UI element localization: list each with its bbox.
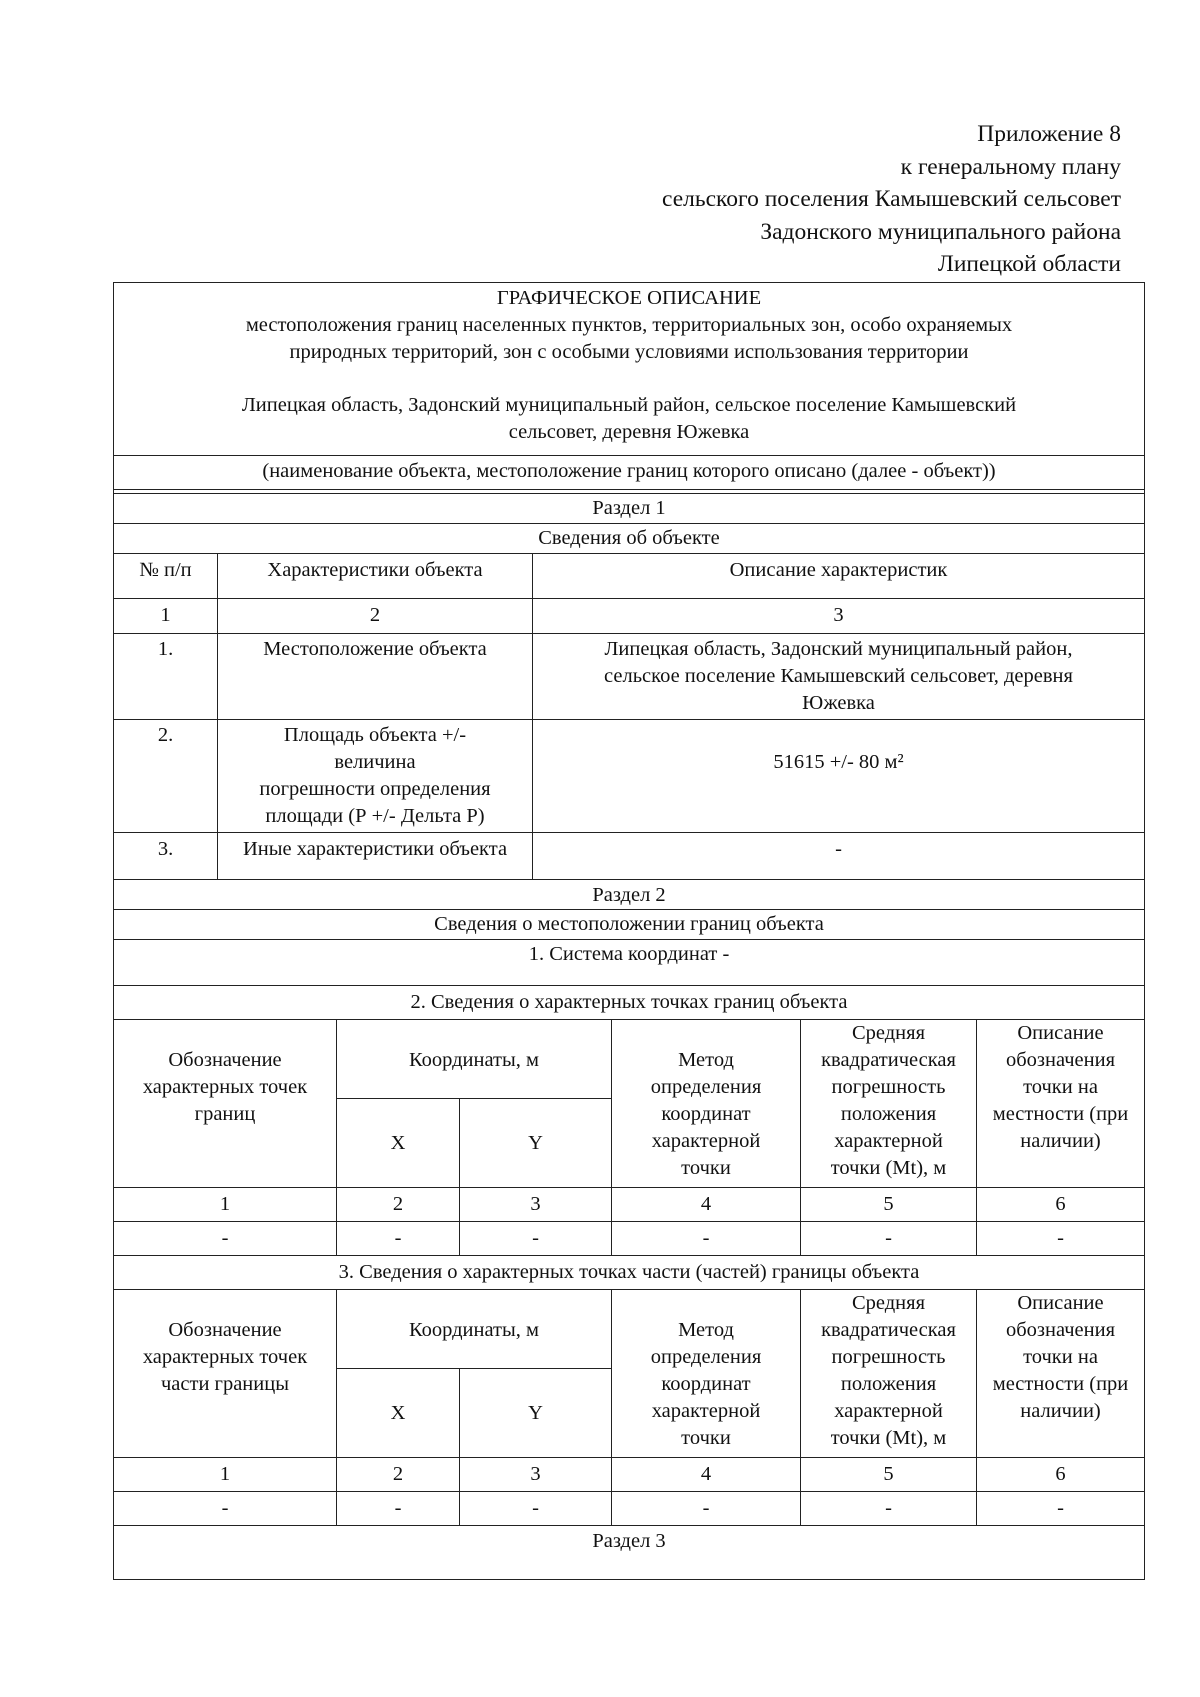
col-number: 1 (113, 1457, 337, 1492)
rmse-header-line: квадратическая (821, 1049, 956, 1071)
desc-header-line: наличии) (1020, 1130, 1101, 1152)
rmse-header-line: характерной (834, 1400, 943, 1422)
y-header: Y (459, 1098, 612, 1188)
method-header-line: точки (681, 1157, 731, 1179)
section3-title: Раздел 3 (113, 1525, 1145, 1580)
title-block (113, 282, 1145, 456)
method-header-line: координат (661, 1373, 751, 1395)
method-header-line: характерной (651, 1130, 761, 1152)
desc-header-line: обозначения (1005, 1319, 1116, 1341)
row-value (532, 633, 1145, 720)
designation-header-line: Обозначение (168, 1319, 282, 1341)
row-characteristic-line: погрешности определения (259, 778, 491, 800)
section1-title: Раздел 1 (113, 493, 1145, 524)
table-cell: - (800, 1221, 977, 1256)
row-value: - (532, 832, 1145, 880)
document-subtitle: местоположения границ населенных пунктов, территориальных зон, особо охраняемых (245, 314, 1013, 336)
y-header: Y (459, 1368, 612, 1458)
desc-header-line: точки на (1023, 1346, 1098, 1368)
desc-header-line: Описание (1017, 1022, 1104, 1044)
point-description-header (976, 1289, 1145, 1458)
row-characteristic-line: величина (334, 751, 416, 773)
table-cell: - (800, 1491, 977, 1526)
method-header-line: определения (650, 1076, 762, 1098)
rmse-header (800, 1289, 977, 1458)
desc-header-line: Описание (1017, 1292, 1104, 1314)
col-number: 5 (800, 1457, 977, 1492)
object-name: Липецкая область, Задонский муниципальный район, сельское поселение Камышевский (241, 394, 1017, 416)
coords-header: Координаты, м (336, 1289, 612, 1369)
row-num: 1. (113, 633, 218, 720)
desc-header-line: местности (при (992, 1103, 1129, 1125)
rmse-header-line: погрешность (831, 1076, 946, 1098)
row-num: 2. (113, 719, 218, 833)
col-header-num: № п/п (113, 553, 218, 599)
row-value-line: Липецкая область, Задонский муниципальный район, (604, 638, 1073, 660)
table-cell: - (336, 1221, 460, 1256)
table-cell: - (336, 1491, 460, 1526)
method-header-line: координат (661, 1103, 751, 1125)
designation-header-line: границ (194, 1103, 256, 1125)
method-header-line: Метод (678, 1319, 734, 1341)
table-cell: - (611, 1221, 801, 1256)
x-header: X (336, 1098, 460, 1188)
object-caption: (наименование объекта, местоположение границ которого описано (далее - объект)) (113, 455, 1145, 490)
rmse-header-line: характерной (834, 1130, 943, 1152)
row-value-line: сельское поселение Камышевский сельсовет, деревня (604, 665, 1073, 687)
row-characteristic-line: Площадь объекта +/- (283, 724, 467, 746)
rmse-header (800, 1019, 977, 1188)
document-subtitle: природных территорий, зон с особыми условиями использования территории (289, 341, 969, 363)
rmse-header-line: квадратическая (821, 1319, 956, 1341)
row-characteristic: Иные характеристики объекта (217, 832, 533, 880)
col-number: 5 (800, 1187, 977, 1222)
method-header-line: точки (681, 1427, 731, 1449)
object-name: сельсовет, деревня Южевка (508, 421, 750, 443)
coord-system: 1. Система координат - (113, 939, 1145, 986)
row-characteristic: Местоположение объекта (217, 633, 533, 720)
rmse-header-line: погрешность (831, 1346, 946, 1368)
designation-header-line: характерных точек (142, 1346, 308, 1368)
rmse-header-line: Средняя (851, 1022, 925, 1044)
col-number: 3 (532, 598, 1145, 634)
section2-subtitle: Сведения о местоположении границ объекта (113, 909, 1145, 940)
col-header-characteristic: Характеристики объекта (217, 553, 533, 599)
appendix-line: к генеральному плану (900, 153, 1121, 180)
rmse-header-line: положения (840, 1103, 937, 1125)
row-characteristic (217, 719, 533, 833)
col-number: 6 (976, 1187, 1145, 1222)
section1-subtitle: Сведения об объекте (113, 523, 1145, 554)
designation-header (113, 1019, 337, 1188)
part-points-title: 3. Сведения о характерных точках части (частей) границы объекта (113, 1255, 1145, 1290)
appendix-line: Приложение 8 (977, 121, 1121, 147)
rmse-header-line: точки (Mt), м (830, 1427, 947, 1449)
row-characteristic-line: площади (Р +/- Дельта Р) (265, 805, 485, 827)
desc-header-line: точки на (1023, 1076, 1098, 1098)
row-value: 51615 +/- 80 м² (532, 719, 1145, 833)
col-number: 3 (459, 1457, 612, 1492)
col-number: 1 (113, 598, 218, 634)
desc-header-line: местности (при (992, 1373, 1129, 1395)
appendix-line: Задонского муниципального района (760, 218, 1121, 245)
col-number: 1 (113, 1187, 337, 1222)
coords-header: Координаты, м (336, 1019, 612, 1099)
rmse-header-line: Средняя (851, 1292, 925, 1314)
col-number: 2 (336, 1457, 460, 1492)
document-title: ГРАФИЧЕСКОЕ ОПИСАНИЕ (496, 287, 762, 309)
section2-title: Раздел 2 (113, 879, 1145, 910)
col-number: 4 (611, 1187, 801, 1222)
points-title: 2. Сведения о характерных точках границ объекта (113, 985, 1145, 1020)
col-number: 3 (459, 1187, 612, 1222)
method-header-line: определения (650, 1346, 762, 1368)
table-cell: - (459, 1491, 612, 1526)
col-number: 2 (336, 1187, 460, 1222)
designation-header-line: части границы (160, 1373, 289, 1395)
col-header-description: Описание характеристик (532, 553, 1145, 599)
table-cell: - (976, 1491, 1145, 1526)
table-cell: - (113, 1491, 337, 1526)
point-description-header (976, 1019, 1145, 1188)
col-number: 2 (217, 598, 533, 634)
x-header: X (336, 1368, 460, 1458)
row-value-line: Южевка (802, 692, 875, 714)
designation-header-line: характерных точек (142, 1076, 308, 1098)
appendix-line: сельского поселения Камышевский сельсовет (662, 186, 1121, 212)
designation-header-line: Обозначение (168, 1049, 282, 1071)
method-header-line: Метод (678, 1049, 734, 1071)
method-header (611, 1289, 801, 1458)
method-header (611, 1019, 801, 1188)
col-number: 6 (976, 1457, 1145, 1492)
rmse-header-line: точки (Mt), м (830, 1157, 947, 1179)
appendix-header (662, 118, 1121, 281)
method-header-line: характерной (651, 1400, 761, 1422)
table-cell: - (459, 1221, 612, 1256)
row-num: 3. (113, 832, 218, 880)
desc-header-line: обозначения (1005, 1049, 1116, 1071)
desc-header-line: наличии) (1020, 1400, 1101, 1422)
table-cell: - (976, 1221, 1145, 1256)
appendix-line: Липецкой области (937, 251, 1121, 277)
table-cell: - (113, 1221, 337, 1256)
col-number: 4 (611, 1457, 801, 1492)
rmse-header-line: положения (840, 1373, 937, 1395)
table-cell: - (611, 1491, 801, 1526)
designation-header (113, 1289, 337, 1458)
